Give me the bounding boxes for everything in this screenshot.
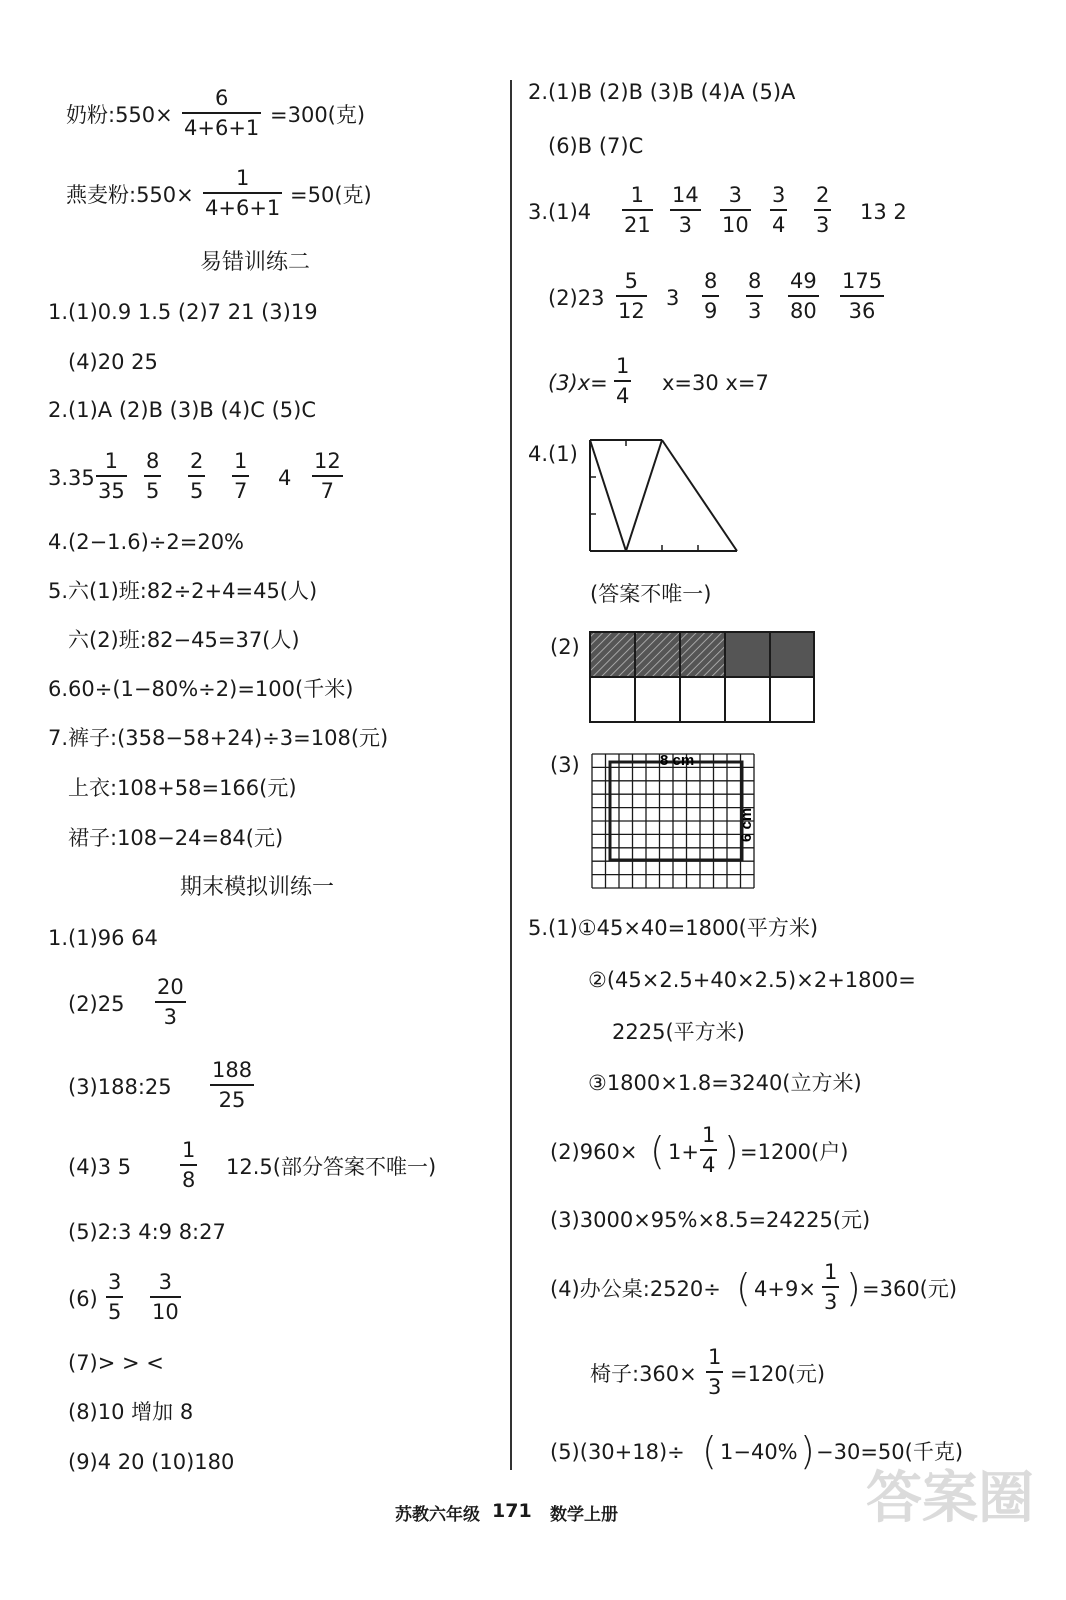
mock-4-frac: 1 8 bbox=[182, 1138, 196, 1192]
r-answer-3b-mid: 3 bbox=[666, 286, 680, 310]
r-answer-3a-frac-4: 3 4 bbox=[772, 183, 786, 237]
r-answer-3a-frac-2: 14 3 bbox=[672, 183, 699, 237]
grid-top-label: 8 cm bbox=[660, 752, 695, 769]
r-answer-2b: (6)B (7)C bbox=[548, 134, 644, 158]
r-answer-3c-tail: x=30 x=7 bbox=[662, 371, 769, 395]
r-answer-4-note: (答案不唯一) bbox=[590, 582, 712, 606]
mock-3-prefix: (3)188:25 bbox=[68, 1075, 172, 1099]
r-answer-5h-suffix: =120(元) bbox=[730, 1362, 826, 1386]
answer-3-frac-1: 1 35 bbox=[98, 449, 125, 503]
r-answer-5a: 5.(1)①45×40=1800(平方米) bbox=[528, 916, 819, 940]
answer-3-frac-5: 12 7 bbox=[314, 449, 341, 503]
r-answer-3b-mixed: 5 12 bbox=[618, 269, 645, 323]
answer-5b: 六(2)班:82−45=37(人) bbox=[68, 628, 300, 652]
page-number: 171 bbox=[492, 1500, 532, 1522]
milk-result: =300(克) bbox=[270, 103, 366, 127]
r-answer-3a-tail: 13 2 bbox=[860, 200, 907, 224]
r-answer-5e-suffix: =1200(户) bbox=[740, 1140, 849, 1164]
oat-label: 燕麦粉:550× bbox=[66, 183, 194, 207]
mock-3-frac: 188 25 bbox=[212, 1058, 253, 1112]
r-answer-3b-prefix: (2)23 bbox=[548, 286, 605, 310]
r-answer-5g-suffix: =360(元) bbox=[862, 1277, 958, 1301]
r-answer-3a-frac-5: 2 3 bbox=[816, 183, 830, 237]
r-answer-5e-inner: 1+ bbox=[668, 1140, 699, 1164]
answer-2: 2.(1)A (2)B (3)B (4)C (5)C bbox=[48, 398, 316, 422]
milk-fraction: 6 4+6+1 bbox=[184, 86, 260, 140]
answer-3-frac-3: 2 5 bbox=[190, 449, 204, 503]
footer-grade: 苏教六年级 bbox=[395, 1505, 480, 1525]
r-answer-5g-prefix: (4)办公桌:2520÷ bbox=[550, 1277, 721, 1301]
paren-open: ( bbox=[650, 1129, 665, 1173]
r-answer-5i-suffix: −30=50(千克) bbox=[816, 1440, 964, 1464]
answer-1: 1.(1)0.9 1.5 (2)7 21 (3)19 bbox=[48, 300, 318, 324]
r-answer-5i-prefix: (5)(30+18)÷ bbox=[550, 1440, 685, 1464]
mock-9: (9)4 20 (10)180 bbox=[68, 1450, 235, 1474]
r-answer-3b-frac-3: 49 80 bbox=[790, 269, 817, 323]
r-answer-5h-prefix: 椅子:360× bbox=[590, 1362, 697, 1386]
column-divider bbox=[510, 80, 512, 1470]
r-answer-3a-prefix: 3.(1)4 bbox=[528, 200, 592, 224]
r-answer-5d: ③1800×1.8=3240(立方米) bbox=[588, 1071, 862, 1095]
grid-side-label: 6 cm bbox=[738, 807, 755, 842]
grid-figure bbox=[588, 750, 760, 892]
r-answer-3c-prefix: (3)x= bbox=[548, 371, 608, 395]
answer-1b: (4)20 25 bbox=[68, 350, 158, 374]
answer-6: 6.60÷(1−80%÷2)=100(千米) bbox=[48, 677, 354, 701]
r-answer-5g-inner: 4+9× bbox=[754, 1277, 816, 1301]
answer-3-prefix: 3.35 bbox=[48, 466, 95, 490]
answer-7c: 裙子:108−24=84(元) bbox=[68, 826, 284, 850]
mock-1: 1.(1)96 64 bbox=[48, 926, 158, 950]
watermark-logo bbox=[856, 1448, 1056, 1598]
r-answer-3b-frac-4: 175 36 bbox=[842, 269, 883, 323]
answer-5a: 5.六(1)班:82÷2+4=45(人) bbox=[48, 579, 318, 603]
answer-3-frac-4: 1 7 bbox=[234, 449, 248, 503]
r-answer-5f: (3)3000×95%×8.5=24225(元) bbox=[550, 1208, 871, 1232]
mock-7: (7)> > < bbox=[68, 1351, 164, 1375]
answer-3-mid: 4 bbox=[278, 466, 292, 490]
r-answer-4-label-1: 4.(1) bbox=[528, 442, 578, 466]
mock-6-frac-2: 3 10 bbox=[152, 1270, 179, 1324]
r-answer-5e-prefix: (2)960× bbox=[550, 1140, 638, 1164]
mock-4-prefix: (4)3 5 bbox=[68, 1155, 132, 1179]
r-answer-3b-frac-1: 8 9 bbox=[704, 269, 718, 323]
paren-close: ) bbox=[800, 1429, 815, 1473]
watermark-text: 答案圈 bbox=[866, 1466, 1034, 1531]
answer-3-frac-2: 8 5 bbox=[146, 449, 160, 503]
mock-5: (5)2:3 4:9 8:27 bbox=[68, 1220, 226, 1244]
paren-close: ) bbox=[846, 1266, 861, 1310]
milk-label: 奶粉:550× bbox=[66, 103, 173, 127]
paren-close: ) bbox=[724, 1129, 739, 1173]
r-answer-2a: 2.(1)B (2)B (3)B (4)A (5)A bbox=[528, 80, 796, 104]
answer-4: 4.(2−1.6)÷2=20% bbox=[48, 530, 245, 554]
r-answer-3a-frac-1: 1 21 bbox=[624, 183, 651, 237]
mock-2-prefix: (2)25 bbox=[68, 992, 125, 1016]
r-answer-5h-frac: 1 3 bbox=[708, 1345, 722, 1399]
answer-7b: 上衣:108+58=166(元) bbox=[68, 776, 297, 800]
paren-open: ( bbox=[736, 1266, 751, 1310]
r-answer-5b: ②(45×2.5+40×2.5)×2+1800= bbox=[588, 968, 916, 992]
paren-open: ( bbox=[702, 1429, 717, 1473]
r-answer-4-label-2: (2) bbox=[550, 635, 580, 659]
answer-7a: 7.裤子:(358−58+24)÷3=108(元) bbox=[48, 726, 389, 750]
footer-subject: 数学上册 bbox=[550, 1505, 618, 1525]
r-answer-5i-inner: 1−40% bbox=[720, 1440, 798, 1464]
oat-result: =50(克) bbox=[290, 183, 372, 207]
trapezoid-figure bbox=[586, 436, 746, 556]
mock-2-frac: 20 3 bbox=[157, 975, 184, 1029]
r-answer-5e-frac: 1 4 bbox=[702, 1123, 716, 1177]
r-answer-5g-frac: 1 3 bbox=[824, 1260, 838, 1314]
r-answer-3a-frac-3: 3 10 bbox=[722, 183, 749, 237]
section-title-2: 期末模拟训练一 bbox=[180, 875, 335, 900]
section-title-1: 易错训练二 bbox=[200, 250, 311, 275]
r-answer-5c: 2225(平方米) bbox=[612, 1020, 745, 1044]
mock-8: (8)10 增加 8 bbox=[68, 1400, 194, 1424]
shaded-rectangle-figure bbox=[588, 630, 816, 724]
mock-6-frac-1: 3 5 bbox=[108, 1270, 122, 1324]
mock-4-suffix: 12.5(部分答案不唯一) bbox=[226, 1155, 437, 1179]
r-answer-3b-frac-2: 8 3 bbox=[748, 269, 762, 323]
r-answer-3c-frac: 1 4 bbox=[616, 354, 630, 408]
r-answer-4-label-3: (3) bbox=[550, 753, 580, 777]
mock-6-prefix: (6) bbox=[68, 1287, 98, 1311]
oat-fraction: 1 4+6+1 bbox=[205, 166, 281, 220]
